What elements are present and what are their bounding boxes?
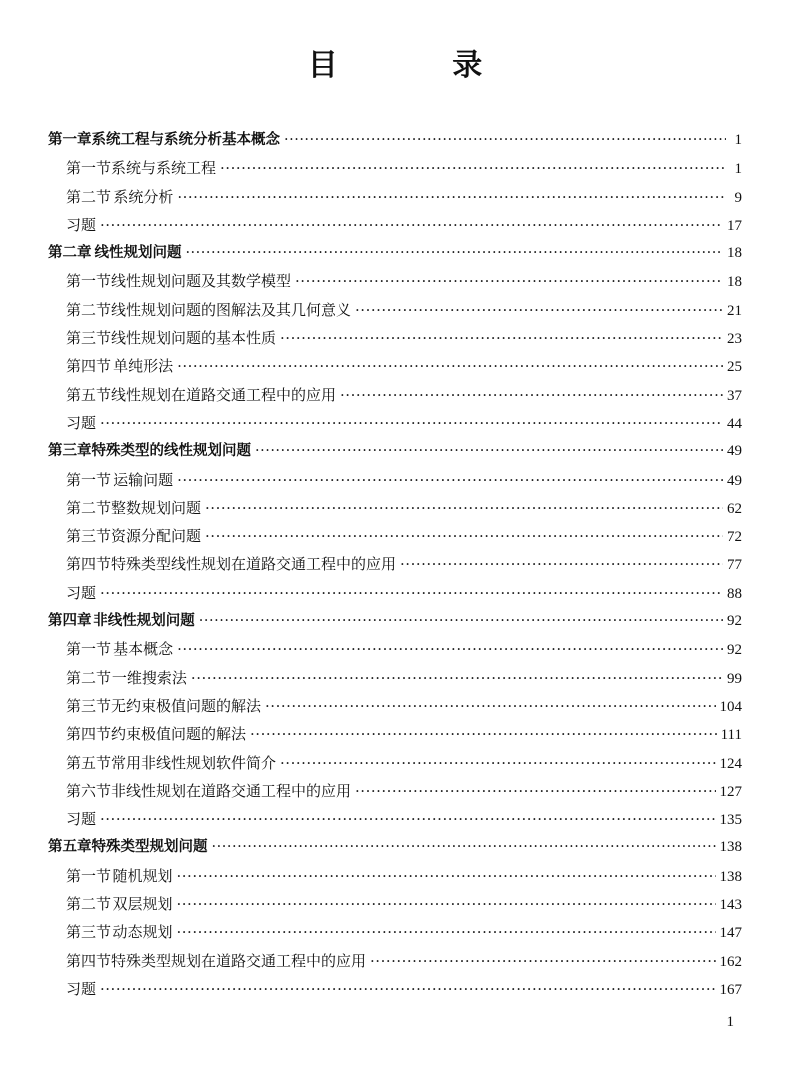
toc-entry-label: 第四节: [66, 555, 112, 574]
toc-entry-page: 9: [734, 189, 742, 206]
toc-entry-title: 特殊类型规划在道路交通工程中的应用: [111, 951, 367, 970]
dot-leader: [220, 154, 726, 182]
dot-leader: [177, 183, 726, 211]
dot-leader: [100, 805, 715, 833]
toc-exercise-entry[interactable]: [48, 211, 742, 239]
toc-entry-label: 第五章: [48, 839, 92, 856]
toc-entry-page: 167: [719, 981, 742, 998]
toc-entry-page: 18: [727, 274, 742, 291]
toc-chapter-entry[interactable]: [48, 126, 742, 154]
toc-entry-label: 第三节: [66, 696, 112, 715]
toc-exercise-entry[interactable]: [48, 409, 742, 437]
toc-entry-title: 系统工程与系统分析基本概念: [91, 132, 280, 148]
toc-entry-title: 线性规划问题的基本性质: [111, 329, 277, 348]
toc-entry-title: 线性规划问题的图解法及其几何意义: [111, 300, 352, 319]
dot-leader: [177, 918, 716, 946]
toc-entry-title: 约束极值问题的解法: [111, 725, 247, 744]
toc-entry-title: 线性规划问题: [94, 245, 182, 262]
toc-entry-label: 第六节: [66, 781, 112, 800]
dot-leader: [205, 522, 723, 550]
toc-entry-page: 21: [727, 302, 742, 319]
dot-leader: [100, 409, 723, 437]
toc-entry-page: 111: [720, 727, 742, 744]
dot-leader: [100, 975, 715, 1003]
toc-entry-title: 习题: [66, 215, 97, 234]
dot-leader: [191, 664, 723, 692]
toc-entry-page: 49: [727, 472, 742, 489]
dot-leader: [400, 550, 723, 578]
toc-entry-title: 随机规划: [112, 866, 173, 885]
dot-leader: [255, 437, 723, 465]
toc-entry-page: 127: [719, 783, 742, 800]
toc-chapter-entry[interactable]: [48, 437, 742, 465]
dot-leader: [265, 692, 715, 720]
dot-leader: [250, 720, 717, 748]
toc-entry-label: 第二节: [66, 895, 112, 914]
toc-entry-label: 第一节: [66, 470, 112, 489]
dot-leader: [100, 579, 723, 607]
toc-entry-title: 系统分析: [113, 187, 174, 206]
table-of-contents: [48, 126, 742, 1003]
toc-entry-page: 25: [727, 359, 742, 376]
toc-entry-title: 动态规划: [112, 923, 173, 942]
toc-entry-page: 92: [727, 642, 742, 659]
toc-chapter-entry[interactable]: [48, 607, 742, 635]
toc-chapter-entry[interactable]: [48, 833, 742, 861]
toc-entry-label: 第三节: [66, 329, 112, 348]
toc-section-entry[interactable]: [48, 777, 742, 805]
toc-section-entry[interactable]: [48, 692, 742, 720]
toc-section-entry[interactable]: [48, 352, 742, 380]
dot-leader: [340, 381, 723, 409]
toc-entry-page: 143: [719, 897, 742, 914]
toc-entry-title: 双层规划: [112, 895, 173, 914]
dot-leader: [355, 777, 715, 805]
toc-entry-page: 1: [734, 132, 742, 148]
toc-entry-title: 习题: [66, 979, 97, 998]
toc-entry-label: 第一节: [66, 272, 112, 291]
toc-entry-label: 第四节: [66, 725, 112, 744]
dot-leader: [280, 749, 715, 777]
dot-leader: [177, 466, 723, 494]
toc-entry-label: 第四节: [66, 357, 112, 376]
toc-section-entry[interactable]: [48, 494, 742, 522]
toc-entry-page: 1: [734, 161, 742, 178]
toc-section-entry[interactable]: [48, 720, 742, 748]
toc-entry-label: 第一节: [66, 866, 112, 885]
dot-leader: [370, 947, 715, 975]
toc-entry-page: 88: [727, 585, 742, 602]
toc-section-entry[interactable]: [48, 550, 742, 578]
dot-leader: [177, 862, 716, 890]
toc-exercise-entry[interactable]: [48, 579, 742, 607]
toc-section-entry[interactable]: [48, 324, 742, 352]
toc-entry-label: 第一章: [48, 132, 92, 148]
toc-entry-page: 37: [727, 387, 742, 404]
dot-leader: [100, 211, 723, 239]
toc-entry-title: 习题: [66, 810, 97, 829]
toc-section-entry[interactable]: [48, 522, 742, 550]
toc-section-entry[interactable]: [48, 183, 742, 211]
toc-entry-title: 习题: [66, 413, 97, 432]
toc-entry-title: 线性规划问题及其数学模型: [111, 272, 292, 291]
toc-section-entry[interactable]: [48, 466, 742, 494]
toc-entry-page: 138: [719, 839, 742, 856]
toc-entry-label: 第五节: [66, 385, 112, 404]
toc-entry-title: 系统与系统工程: [111, 159, 217, 178]
toc-entry-label: 第四章: [48, 613, 92, 630]
toc-entry-page: 138: [719, 868, 742, 885]
toc-entry-label: 第二节: [66, 498, 112, 517]
toc-section-entry[interactable]: [48, 664, 742, 692]
toc-entry-title: 特殊类型线性规划在道路交通工程中的应用: [111, 555, 397, 574]
toc-entry-title: 基本概念: [113, 640, 174, 659]
toc-entry-label: 第一节: [66, 159, 112, 178]
toc-entry-title: 单纯形法: [113, 357, 174, 376]
toc-entry-label: 第五节: [66, 753, 112, 772]
toc-section-entry[interactable]: [48, 947, 742, 975]
toc-entry-label: 第三章: [48, 443, 92, 460]
toc-entry-label: 第二节: [66, 300, 112, 319]
toc-entry-title: 无约束极值问题的解法: [111, 696, 262, 715]
dot-leader: [199, 607, 723, 635]
dot-leader: [177, 890, 716, 918]
toc-section-entry[interactable]: [48, 918, 742, 946]
toc-entry-title: 运输问题: [113, 470, 174, 489]
toc-entry-label: 第二节: [66, 668, 112, 687]
dot-leader: [280, 324, 723, 352]
dot-leader: [295, 267, 723, 295]
toc-entry-page: 135: [719, 812, 742, 829]
toc-entry-title: 习题: [66, 583, 97, 602]
toc-entry-page: 49: [727, 443, 742, 460]
toc-entry-label: 第二节: [66, 187, 112, 206]
toc-entry-page: 104: [719, 698, 742, 715]
toc-section-entry[interactable]: [48, 890, 742, 918]
toc-exercise-entry[interactable]: [48, 975, 742, 1003]
toc-chapter-entry[interactable]: [48, 239, 742, 267]
toc-entry-title: 特殊类型规划问题: [91, 839, 208, 856]
toc-exercise-entry[interactable]: [48, 805, 742, 833]
toc-entry-title: 一维搜索法: [111, 668, 187, 687]
toc-entry-label: 第三节: [66, 527, 112, 546]
toc-entry-page: 99: [727, 670, 742, 687]
toc-entry-page: 72: [727, 529, 742, 546]
toc-entry-page: 92: [727, 613, 742, 630]
toc-section-entry[interactable]: [48, 862, 742, 890]
dot-leader: [205, 494, 723, 522]
dot-leader: [177, 635, 723, 663]
toc-entry-label: 第四节: [66, 951, 112, 970]
page-title: 目 录: [307, 48, 535, 83]
toc-entry-page: 44: [727, 415, 742, 432]
toc-entry-label: 第一节: [66, 640, 112, 659]
toc-entry-page: 18: [727, 245, 742, 262]
toc-entry-title: 线性规划在道路交通工程中的应用: [111, 385, 337, 404]
toc-entry-page: 147: [719, 925, 742, 942]
toc-section-entry[interactable]: [48, 267, 742, 295]
toc-entry-title: 整数规划问题: [111, 498, 202, 517]
toc-entry-title: 资源分配问题: [111, 527, 202, 546]
toc-entry-label: 第三节: [66, 923, 112, 942]
toc-section-entry[interactable]: [48, 635, 742, 663]
toc-entry-label: 第二章: [48, 245, 92, 262]
toc-entry-title: 特殊类型的线性规划问题: [91, 443, 251, 460]
dot-leader: [355, 296, 723, 324]
toc-entry-page: 77: [727, 557, 742, 574]
toc-section-entry[interactable]: [48, 154, 742, 182]
toc-entry-page: 162: [719, 953, 742, 970]
toc-entry-page: 17: [727, 217, 742, 234]
toc-section-entry[interactable]: [48, 296, 742, 324]
dot-leader: [185, 239, 723, 267]
toc-entry-page: 62: [727, 500, 742, 517]
dot-leader: [284, 126, 726, 154]
page-number: 1: [726, 1014, 734, 1030]
toc-entry-title: 非线性规划问题: [93, 613, 195, 630]
toc-entry-page: 23: [727, 331, 742, 348]
toc-section-entry[interactable]: [48, 381, 742, 409]
toc-entry-title: 非线性规划在道路交通工程中的应用: [111, 781, 352, 800]
toc-entry-page: 124: [719, 755, 742, 772]
dot-leader: [177, 352, 723, 380]
dot-leader: [212, 833, 716, 861]
toc-section-entry[interactable]: [48, 749, 742, 777]
toc-entry-title: 常用非线性规划软件简介: [111, 753, 277, 772]
